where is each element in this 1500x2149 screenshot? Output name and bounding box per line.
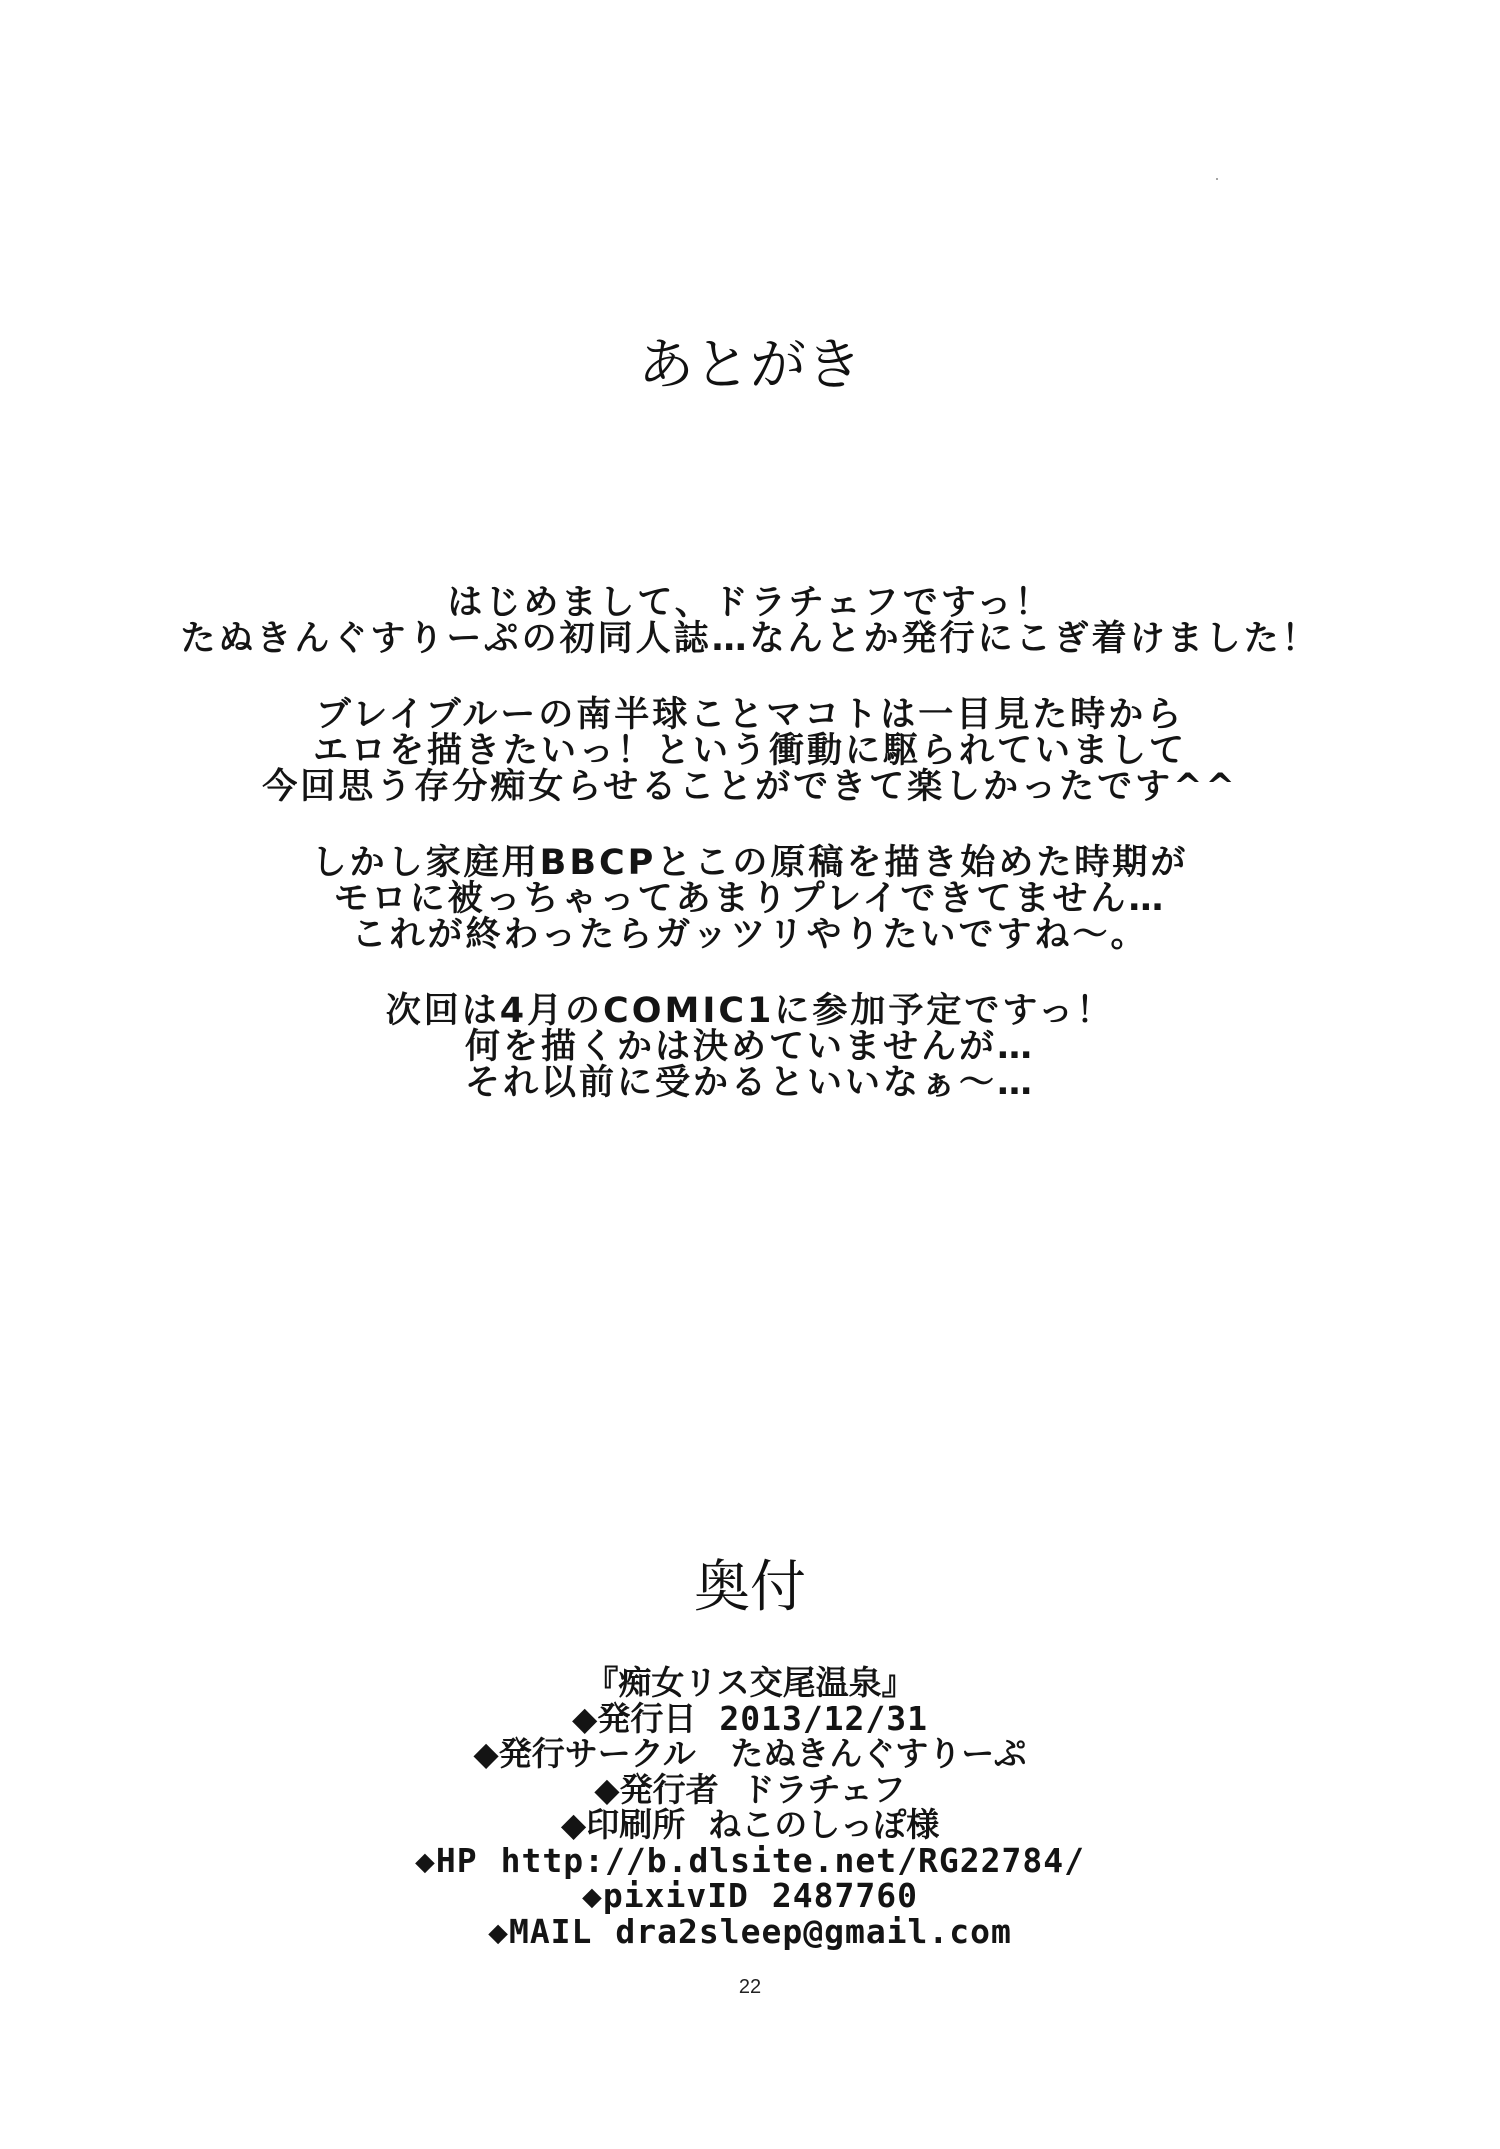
entry-value: 2013/12/31 — [719, 1698, 929, 1738]
afterword-title: あとがき — [638, 333, 862, 398]
afterword-line: これが終わったらガッツリやりたいですね～。 — [351, 915, 1149, 955]
entry-value: http://b.dlsite.net/RG22784/ — [500, 1840, 1085, 1880]
entry-label: ◆pixivID — [581, 1876, 749, 1915]
entry-label: ◆発行サークル — [473, 1734, 696, 1773]
afterword-line: はじめまして、ドラチェフですっ！ — [447, 583, 1053, 623]
colophon-entry-circle — [0, 1736, 1500, 1772]
colophon-entry-printer — [0, 1807, 1500, 1843]
entry-value: dra2sleep@gmail.com — [615, 1911, 1012, 1951]
afterword-line: しかし家庭用BBCPとこの原稿を描き始めた時期が — [311, 843, 1189, 883]
colophon-entry-pixiv — [0, 1878, 1500, 1914]
entry-label: ◆MAIL — [488, 1911, 593, 1951]
afterword-line: 次回は4月のCOMIC1に参加予定ですっ！ — [385, 991, 1115, 1031]
colophon-title: 奥付 — [694, 1555, 806, 1620]
page-number: 22 — [738, 1976, 762, 1998]
afterword-line: 今回思う存分痴女らせることができて楽しかったです^^ — [262, 767, 1238, 807]
afterword-body — [0, 585, 1500, 1141]
book-title: 『痴女リス交尾温泉』 — [585, 1663, 915, 1702]
colophon-body — [0, 1665, 1500, 1949]
entry-value: 2487760 — [771, 1876, 918, 1915]
afterword-line: ブレイブルーの南半球ことマコトは一目見た時から — [315, 695, 1185, 735]
colophon-entry-publisher — [0, 1769, 1500, 1809]
entry-label: ◆印刷所 — [560, 1805, 686, 1844]
afterword-paragraph — [0, 585, 1500, 657]
afterword-line: 何を描くかは決めていませんが… — [464, 1027, 1035, 1067]
afterword-line: エロを描きたいっ！という衝動に駆られていまして — [312, 731, 1187, 771]
colophon-entry-mail — [0, 1911, 1500, 1951]
afterword-paragraph — [0, 993, 1500, 1101]
afterword-paragraph — [0, 697, 1500, 805]
afterword-line: それ以前に受かるといいなぁ～… — [464, 1063, 1035, 1103]
entry-value: ねこのしっぽ様 — [708, 1805, 940, 1844]
scan-speck — [1216, 178, 1218, 180]
afterword-line: たぬきんぐすりーぷの初同人誌…なんとか発行にこぎ着けました！ — [180, 619, 1320, 659]
afterword-paragraph — [0, 845, 1500, 953]
colophon-entry-date — [0, 1698, 1500, 1738]
entry-value: ドラチェフ — [741, 1769, 906, 1809]
afterword-line: モロに被っちゃってあまりプレイできてません… — [333, 879, 1167, 919]
entry-label: ◆発行者 — [594, 1769, 719, 1809]
entry-label: ◆発行日 — [571, 1698, 697, 1738]
colophon-entry-homepage — [0, 1840, 1500, 1880]
entry-value: たぬきんぐすりーぷ — [730, 1734, 1027, 1773]
entry-label: ◆HP — [415, 1840, 478, 1880]
